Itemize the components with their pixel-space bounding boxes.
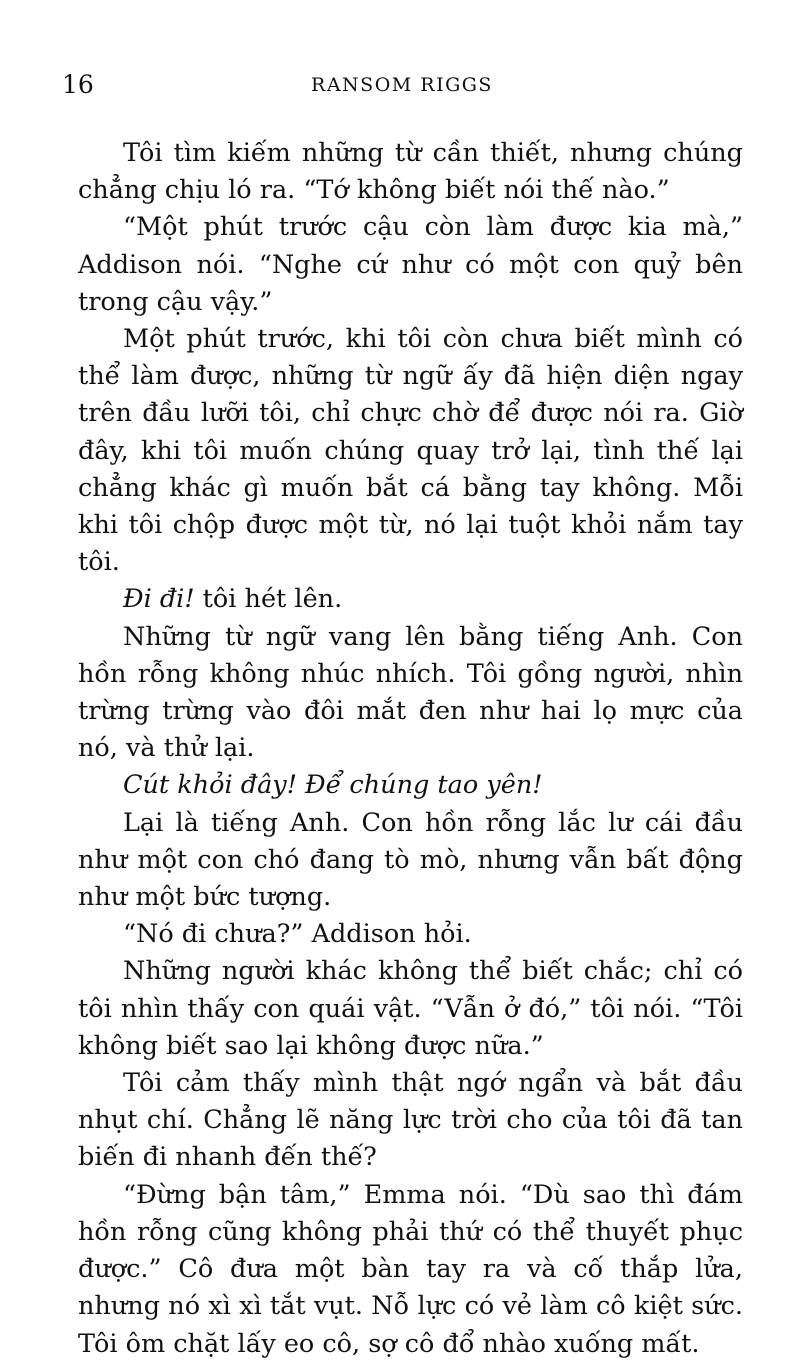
paragraph-9: Những người khác không thể biết chắc; chỉ có tôi nhìn thấy con quái vật. “Vẫn ở đó,” tôi nói. “Tôi không biết sao lại không được nữa.”	[78, 956, 743, 1061]
paragraph-10: Tôi cảm thấy mình thật ngớ ngẩn và bắt đầu nhụt chí. Chẳng lẽ năng lực trời cho của tôi đã tan biến đi nhanh đến thế?	[78, 1068, 743, 1173]
running-header	[62, 70, 742, 102]
paragraph-3: Một phút trước, khi tôi còn chưa biết mình có thể làm được, những từ ngữ ấy đã hiện diện ngay trên đầu lưỡi tôi, chỉ chực chờ để được nói ra. Giờ đây, khi tôi muốn chúng quay trở lại, tình thế lại chẳng khác gì muốn bắt cá bằng tay không. Mỗi khi tôi chộp được một từ, nó lại tuột khỏi nắm tay tôi.	[78, 324, 743, 578]
paragraph-6: Cút khỏi đây! Để chúng tao yên!	[123, 770, 543, 801]
paragraph-2: “Một phút trước cậu còn làm được kia mà,” Addison nói. “Nghe cứ như có một con quỷ bên trong cậu vậy.”	[78, 212, 743, 317]
paragraph-11: “Đừng bận tâm,” Emma nói. “Dù sao thì đám hồn rỗng cũng không phải thứ có thể thuyết phục được.” Cô đưa một bàn tay ra và cố thắp lửa, nhưng nó xì xì tắt vụt. Nỗ lực có vẻ làm cô kiệt sức. Tôi ôm chặt lấy eo cô, sợ cô đổ nhào xuống mất.	[78, 1179, 743, 1359]
paragraph-4-rest: tôi hét lên.	[194, 584, 343, 615]
paragraph-7: Lại là tiếng Anh. Con hồn rỗng lắc lư cái đầu như một con chó đang tò mò, nhưng vẫn bất động như một bức tượng.	[78, 807, 743, 913]
paragraph-4	[78, 581, 743, 618]
paragraph-5: Những từ ngữ vang lên bằng tiếng Anh. Con hồn rỗng không nhúc nhích. Tôi gồng người, nhìn trừng trừng vào đôi mắt đen như hai lọ mực của nó, và thử lại.	[78, 621, 743, 764]
paragraph-1: Tôi tìm kiếm những từ cần thiết, nhưng chúng chẳng chịu ló ra. “Tớ không biết nói thế nào.”	[78, 138, 743, 206]
running-title: RANSOM RIGGS	[311, 74, 493, 96]
paragraph-4-italic: Đi đi!	[123, 584, 195, 615]
page-number: 16	[62, 70, 94, 99]
paragraph-8: “Nó đi chưa?” Addison hỏi.	[123, 919, 472, 950]
body-text	[78, 135, 743, 1363]
